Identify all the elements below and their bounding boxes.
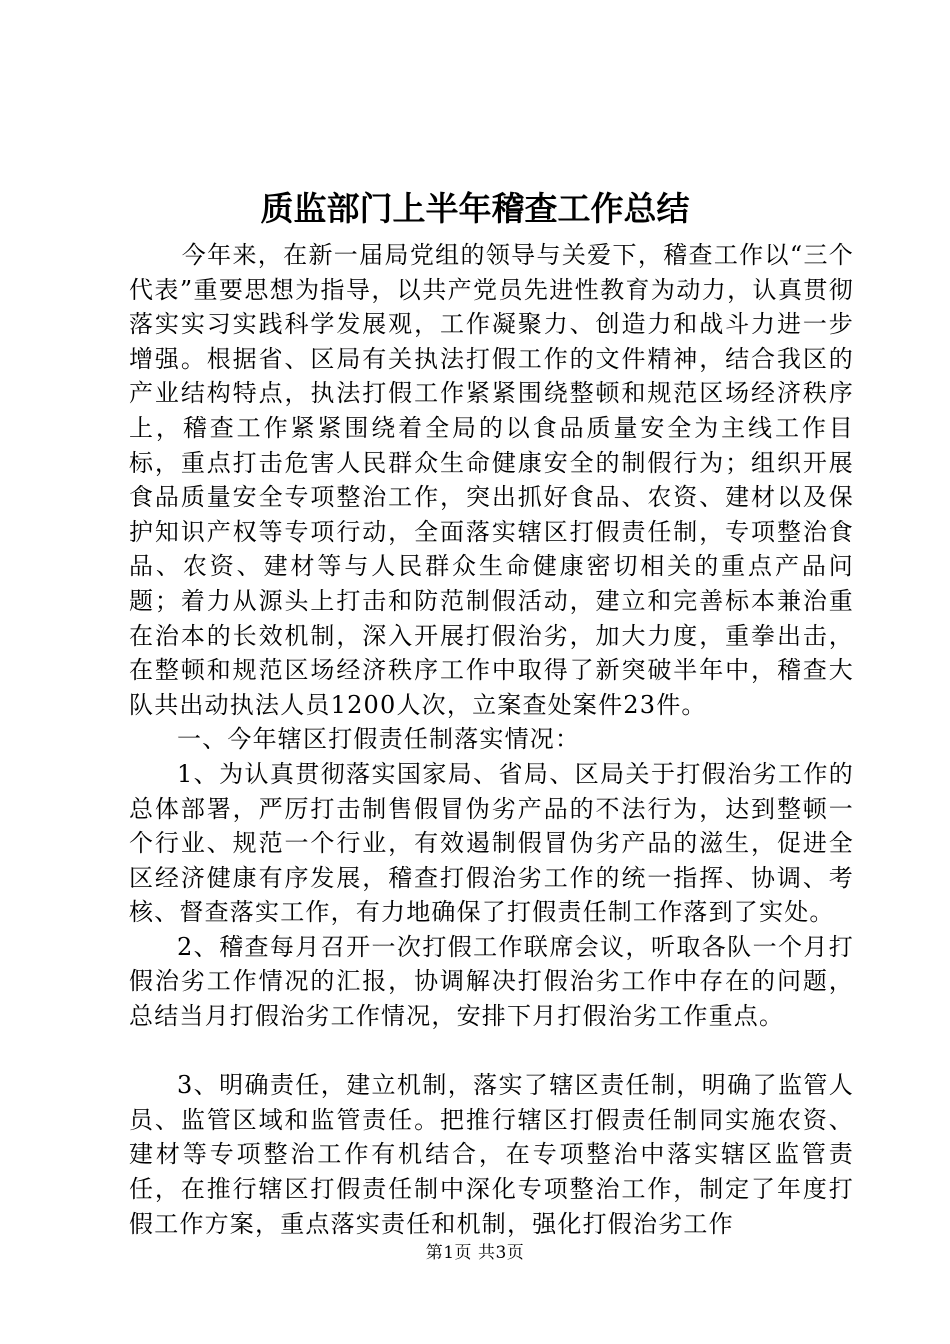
list-item-3-paragraph: 3、明确责任，建立机制，落实了辖区责任制，明确了监管人员、监管区域和监管责任。把推行辖区打假责任制同实施农资、建材等专项整治工作有机结合，在专项整治中落实辖区监管责任，在推行辖区打假责任制中深化专项整治工作，制定了年度打假工作方案，重点落实责任和机制，强化打假治劣工作 [129, 1071, 854, 1238]
list-item-2-paragraph: 2、稽查每月召开一次打假工作联席会议，听取各队一个月打假治劣工作情况的汇报，协调解决打假治劣工作中存在的问题，总结当月打假治劣工作情况，安排下月打假治劣工作重点。 [129, 932, 854, 1031]
list-item-1-paragraph: 1、为认真贯彻落实国家局、省局、区局关于打假治劣工作的总体部署，严厉打击制售假冒伪劣产品的不法行为，达到整顿一个行业、规范一个行业，有效遏制假冒伪劣产品的滋生，促进全区经济健康有序发展，稽查打假治劣工作的统一指挥、协调、考核、督查落实工作，有力地确保了打假责任制工作落到了实处。 [129, 759, 854, 927]
document-title: 质监部门上半年稽查工作总结 [260, 189, 690, 228]
page-footer: 第1页 共3页 [425, 1243, 525, 1263]
intro-paragraph: 今年来，在新一届局党组的领导与关爱下，稽查工作以“三个代表”重要思想为指导，以共产党员先进性教育为动力，认真贯彻落实实习实践科学发展观，工作凝聚力、创造力和战斗力进一步增强。根据省、区局有关执法打假工作的文件精神，结合我区的产业结构特点，执法打假工作紧紧围绕整顿和规范区场经济秩序上，稽查工作紧紧围绕着全局的以食品质量安全为主线工作目标，重点打击危害人民群众生命健康安全的制假行为；组织开展食品质量安全专项整治工作，突出抓好食品、农资、建材以及保护知识产权等专项行动，全面落实辖区打假责任制，专项整治食品、农资、建材等与人民群众生命健康密切相关的重点产品问题；着力从源头上打击和防范制假活动，建立和完善标本兼治重在治本的长效机制，深入开展打假治劣，加大力度，重拳出击，在整顿和规范区场经济秩序工作中取得了新突破半年中，稽查大队共出动执法人员1200人次，立案查处案件23件。 [129, 241, 854, 719]
paragraph-spacer [129, 1034, 854, 1069]
document-body [129, 238, 854, 1241]
section-heading: 一、今年辖区打假责任制落实情况： [177, 725, 581, 754]
